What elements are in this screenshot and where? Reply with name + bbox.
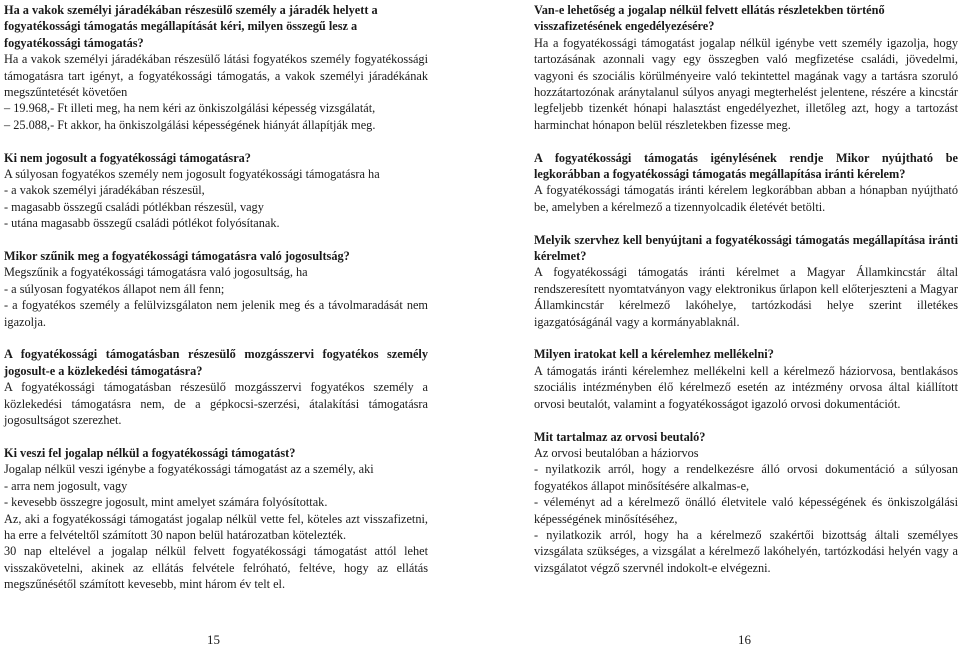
left-page-column <box>4 2 428 593</box>
list-item: – 19.968,- Ft illeti meg, ha nem kéri az önkiszolgálási képesség vizsgálatát, <box>4 101 376 116</box>
list-item: - véleményt ad a kérelmező önálló életvitele való képességének és önkiszolgálási képességének minősítéséhez, <box>534 495 958 526</box>
section-heading: Melyik szervhez kell benyújtani a fogyatékossági támogatás megállapítása iránti kérelmet? <box>534 232 958 264</box>
section-heading: Ki veszi fel jogalap nélkül a fogyatékossági támogatást? <box>4 445 296 460</box>
page-number-right: 16 <box>738 632 751 647</box>
list-item: - a súlyosan fogyatékos állapot nem áll fenn; <box>4 281 225 296</box>
paragraph: Ha a vakok személyi járadékában részesülő látási fogyatékos személy fogyatékossági támogatásra tart igényt, a fogyatékossági támogatás, a vakok személyi járadékának megszűntetését követően <box>4 52 428 100</box>
paragraph: Megszűnik a fogyatékossági támogatásra való jogosultság, ha <box>4 265 308 280</box>
paragraph: 30 nap eltelével a jogalap nélkül felvett fogyatékossági támogatást attól lehet visszakövetelni, akinek az ellátás felvétele felróható, feltéve, hogy az ellátás megszűnésétől számított kevesebb, mint három év telt el. <box>4 544 428 592</box>
list-item: - magasabb összegű családi pótlékban részesül, vagy <box>4 199 264 214</box>
paragraph: Ha a fogyatékossági támogatást jogalap nélkül igénybe vett személy igazolja, hogy tartozásának azonnali vagy egy összegben való megfizetése családi, jövedelmi, vagyoni és szociális körülményeire való tekintettel magának vagy a tartásra szoruló hozzátartozónak aránytalanul súlyos anyagi megterhelést jelentene, részére a kincstár legfeljebb tizenkét hónapi halasztást engedélyezhet, illetőleg azt, hogy a tartozást harminchat hónapon belül részletekben fizesse meg. <box>534 35 958 132</box>
right-page-column <box>534 2 958 576</box>
list-item: - kevesebb összegre jogosult, mint amelyet számára folyósítottak. <box>4 495 328 510</box>
list-item: - a fogyatékos személy a felülvizsgálaton nem jelenik meg és a távolmaradását nem igazolja. <box>4 298 428 329</box>
section-heading: A fogyatékossági támogatásban részesülő mozgásszervi fogyatékos személy jogosult-e a közlekedési támogatásra? <box>4 347 428 378</box>
list-item: - nyilatkozik arról, hogy a rendelkezésre álló orvosi dokumentáció a súlyosan fogyatékos állapot minősítésére alkalmas-e, <box>534 462 958 493</box>
paragraph: A súlyosan fogyatékos személy nem jogosult fogyatékossági támogatásra ha <box>4 167 380 182</box>
section-heading: Ki nem jogosult a fogyatékossági támogatásra? <box>4 150 251 165</box>
paragraph: A fogyatékossági támogatásban részesülő mozgásszervi fogyatékos személy a közlekedési támogatásra nem, de a gépkocsi-szerzési, átalakítási támogatásra jogosultságot szerezhet. <box>4 380 428 428</box>
list-item: - a vakok személyi járadékában részesül, <box>4 183 205 198</box>
paragraph: Az orvosi beutalóban a háziorvos <box>534 445 699 460</box>
section-heading: Milyen iratokat kell a kérelemhez mellékelni? <box>534 347 774 362</box>
section-heading: Van-e lehetőség a jogalap nélkül felvett ellátás részletekben történő visszafizetésének engedélyezésére? <box>534 3 885 34</box>
paragraph: Jogalap nélkül veszi igénybe a fogyatékossági támogatást az a személy, aki <box>4 462 374 477</box>
section-heading: Mikor szűnik meg a fogyatékossági támogatásra való jogosultság? <box>4 249 350 264</box>
list-item: - arra nem jogosult, vagy <box>4 478 128 493</box>
list-item: - nyilatkozik arról, hogy ha a kérelmező szakértői bizottság általi személyes vizsgálata szükséges, a vizsgálat a kérelmező lakóhelyén, tartózkodási helyén vagy a vizsgálatot végző szervnél indokolt-e elvégezni. <box>534 527 958 575</box>
page-number-left: 15 <box>207 632 220 647</box>
paragraph: A támogatás iránti kérelemhez mellékelni kell a kérelmező háziorvosa, bentlakásos szociális intézményben élő kérelmező esetén az intézmény orvosa által kiállított orvosi beutalót, valamint a fogyatékosságot igazoló orvosi dokumentációt. <box>534 363 958 411</box>
section-heading: A fogyatékossági támogatás igénylésének rendje Mikor nyújtható be legkorábban a fogyatékossági támogatás megállapítása iránti kérelem? <box>534 150 958 182</box>
section-heading: Ha a vakok személyi járadékában részesülő személy a járadék helyett a fogyatékossági támogatás megállapítását kéri, milyen összegű lesz a fogyatékossági támogatás? <box>4 3 378 50</box>
paragraph: Az, aki a fogyatékossági támogatást jogalap nélkül vette fel, köteles azt visszafizetni, ha erre a felvételtől számított 30 napon belül határozatban kötelezték. <box>4 511 428 542</box>
section-heading: Mit tartalmaz az orvosi beutaló? <box>534 429 706 444</box>
paragraph: A fogyatékossági támogatás iránti kérelmet a Magyar Államkincstár által rendszeresített nyomtatványon vagy elektronikus űrlapon kell előterjeszteni a Magyar Államkincstár kérelmező lakóhelye, tartózkodási helye szerint illetékes igazgatóságánál vagy a kormányablaknál. <box>534 265 958 329</box>
list-item: – 25.088,- Ft akkor, ha önkiszolgálási képességének hiányát állapítják meg. <box>4 117 376 132</box>
list-item: - utána magasabb összegű családi pótlékot folyósítanak. <box>4 216 280 231</box>
paragraph: A fogyatékossági támogatás iránti kérelem legkorábban abban a hónapban nyújtható be, amelyben a kérelmező a tizennyolcadik életévét betölti. <box>534 183 958 214</box>
